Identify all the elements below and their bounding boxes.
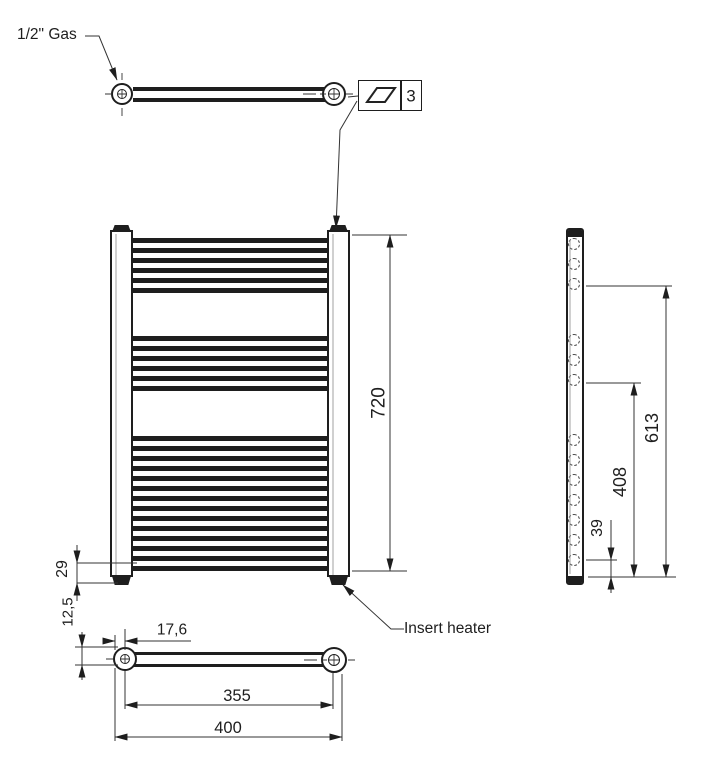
tube-connection-circle (568, 554, 580, 566)
tube-connection-circle (568, 494, 580, 506)
heating-tube (133, 356, 327, 361)
heating-tube (133, 346, 327, 351)
front-right-collector-top-cap (329, 225, 348, 232)
bottom-view-right-fitting-bore (328, 654, 340, 666)
front-left-collector (110, 230, 133, 577)
heating-tube (133, 546, 327, 551)
heating-tube (133, 376, 327, 381)
heating-tube (133, 526, 327, 531)
tube-connection-circle (568, 514, 580, 526)
tube-connection-circle (568, 354, 580, 366)
heating-tube (133, 516, 327, 521)
front-right-collector (327, 230, 350, 577)
heating-tube (133, 288, 327, 293)
dimension-17-6: 17,6 (156, 621, 188, 639)
surface-symbol-value: 3 (406, 86, 416, 106)
dimension-39: 39 (589, 519, 606, 537)
heating-tube (133, 238, 327, 243)
insert-heater-label: Insert heater (404, 620, 492, 637)
tube-connection-circle (568, 474, 580, 486)
heating-tube (133, 436, 327, 441)
dimension-720: 720 (368, 387, 390, 419)
heating-tube (133, 566, 327, 571)
tube-connection-circle (568, 434, 580, 446)
tube-connection-circle (568, 454, 580, 466)
heating-tube (133, 476, 327, 481)
side-collector-top-cap (568, 228, 582, 237)
heating-tube (133, 456, 327, 461)
heating-tube (133, 248, 327, 253)
front-left-collector-top-cap (112, 225, 131, 232)
bottom-view-tube-bar (117, 652, 343, 667)
side-collector-bottom-cap (568, 576, 582, 585)
heating-tube (133, 466, 327, 471)
top-view-tube-bar (133, 87, 325, 102)
dimension-408: 408 (610, 466, 630, 498)
heating-tube (133, 258, 327, 263)
tube-connection-circle (568, 534, 580, 546)
top-view-left-fitting-bore (117, 89, 127, 99)
heating-tube (133, 446, 327, 451)
heating-tube (133, 366, 327, 371)
tube-connection-circle (568, 238, 580, 250)
heating-tube (133, 486, 327, 491)
dimension-400: 400 (214, 718, 242, 737)
heating-tube (133, 278, 327, 283)
gas-connection-label: 1/2" Gas (17, 26, 77, 43)
heating-tube (133, 268, 327, 273)
front-right-collector-bottom-cap (329, 576, 348, 585)
bottom-view-left-fitting-bore (120, 654, 130, 664)
heating-tube (133, 556, 327, 561)
dimension-29: 29 (54, 560, 71, 578)
dimension-12-5: 12,5 (59, 597, 77, 627)
heating-tube (133, 336, 327, 341)
dimension-613: 613 (642, 412, 662, 444)
heating-tube (133, 506, 327, 511)
surface-symbol-divider (400, 80, 402, 111)
heating-tube (133, 496, 327, 501)
tube-connection-circle (568, 374, 580, 386)
heating-tube (133, 386, 327, 391)
heating-tube (133, 536, 327, 541)
tube-connection-circle (568, 278, 580, 290)
top-view-right-fitting-bore (328, 88, 340, 100)
front-left-collector-bottom-cap (112, 576, 131, 585)
dimension-355: 355 (223, 686, 251, 705)
tube-connection-circle (568, 334, 580, 346)
tube-connection-circle (568, 258, 580, 270)
